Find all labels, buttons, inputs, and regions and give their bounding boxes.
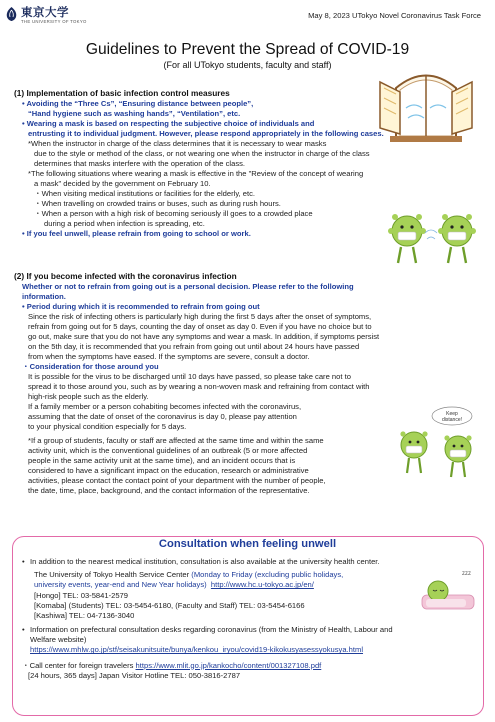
zzz-text: zzz (462, 571, 471, 577)
consideration-text: high-risk people such as the elderly. (28, 392, 149, 402)
outbreak-note: the date, time, place, background, and the contact information of the representative. (28, 486, 310, 496)
bullet-three-cs: • Avoiding the “Three Cs”, “Ensuring distance between people”, (22, 98, 254, 108)
outbreak-note: considered to have a significant impact on the education, research or administrative (28, 466, 309, 476)
bullet-consideration: ・Consideration for those around you (22, 362, 159, 372)
foreign-travelers-link[interactable]: https://www.mlit.go.jp/kankocho/content/001327108.pdf (135, 660, 322, 670)
refrain-period-text: refrain from going out for 5 days, counting the day of onset as day 0. Even if you have no choice but to (28, 322, 372, 331)
section-2-intro: Whether or not to refrain from going out is a personal decision. Please refer to the following (22, 281, 354, 291)
page-title: Guidelines to Prevent the Spread of COVID-19 (85, 41, 410, 58)
visitor-hotline: [24 hours, 365 days] Japan Visitor Hotline TEL: 050-3816-2787 (28, 670, 241, 680)
consult-bullet-health-center: • In addition to the nearest medical institution, consultation is also available at the university health center. (22, 557, 472, 567)
section-basic-measures (14, 88, 414, 239)
mhlw-link[interactable]: https://www.mhlw.go.jp/stf/seisakunitsuite/bunya/kenkou_iryou/covid19-kikokusyasessyokusya.html (30, 645, 364, 655)
foreign-travelers-label: ・Call center for foreign travelers (22, 660, 136, 670)
section-1-heading: (1) Implementation of basic infection control measures (14, 88, 230, 98)
mask-case-text: *When the instructor in charge of the class determines that it is necessary to wear masks (28, 139, 327, 148)
keep-distance-text-1: Keep (446, 411, 458, 417)
outbreak-note: people in the same activity unit at the same time), and an incident occurs that is (28, 456, 296, 466)
mask-characters-illustration (381, 203, 481, 273)
tel-komaba: [Komaba] (Students) TEL: 03-5454-6180, (Faculty and Staff) TEL: 03-5454-6166 (34, 600, 305, 610)
health-center-link[interactable]: http://www.hc.u-tokyo.ac.jp/en/ (210, 580, 314, 590)
bullet-three-cs-cont: “Hand hygiene such as washing hands”, “Ventilation”, etc. (28, 108, 241, 118)
bullet-mask-cont: entrusting it to individual judgment. However, please respond appropriately in the following cases. (28, 128, 384, 138)
consideration-text: If a family member or a person cohabiting becomes infected with the coronavirus, (28, 402, 302, 412)
consult-bullet-prefectural-cont: Welfare website) (30, 635, 87, 645)
consultation-title: Consultation when feeling unwell (158, 538, 337, 550)
consideration-text: assuming that the date of onset of the coronavirus is day 0, please pay attention (28, 412, 297, 422)
keep-distance-illustration (392, 405, 482, 485)
mask-case-text: determines that masks interfere with the operation of the class. (34, 159, 246, 169)
university-logo (5, 5, 85, 27)
tel-kashiwa: [Kashiwa] TEL: 04-7136-3040 (34, 610, 135, 620)
bullet-feel-unwell: • If you feel unwell, please refrain from going to school or work. (22, 229, 251, 239)
outbreak-note: *If a group of students, faculty or staff are affected at the same time and within the same (28, 436, 324, 446)
mask-case-text: *The following situations where wearing a mask is effective in the "Review of the concept of wearing (28, 169, 364, 179)
bullet-mask: • Wearing a mask is based on respecting the subjective choice of individuals and (22, 118, 315, 128)
refrain-period-text: from when the symptoms have eased. If the symptoms are severe, consult a doctor. (28, 352, 310, 362)
refrain-period-text: on the 5th day, it is recommended that you refrain from going out until about 24 hours have passed (28, 342, 360, 352)
consideration-text: to your physical condition especially for 5 days. (28, 422, 187, 432)
bullet-refrain-period: • Period during which it is recommended to refrain from going out (22, 301, 260, 311)
mask-case-text: a mask" decided by the government on February 10. (34, 179, 211, 189)
consultation-body (22, 557, 472, 681)
logo-english-text: THE UNIVERSITY OF TOKYO (21, 19, 87, 24)
health-center-hours-cont: university events, year-end and New Year holidays) (34, 580, 207, 590)
refrain-period-text: go out, make sure that you do not have any symptoms and wear a mask. In addition, if symptoms persist (28, 332, 380, 342)
mask-situation-item: ・When visiting medical institutions or facilities for the elderly, etc. (34, 189, 256, 199)
tel-hongo: [Hongo] TEL: 03-5841-2579 (34, 590, 129, 600)
outbreak-note: activities, please contact the contact point of your department with the number of people, (28, 476, 326, 486)
mask-situation-item: during a period when infection is spreading, etc. (44, 219, 205, 229)
university-crest-icon (5, 6, 18, 22)
health-center-hours: (Monday to Friday (excluding public holidays, (191, 570, 344, 580)
consideration-text: spread it to those around you, such as by wearing a non-woven mask and refraining from contact with (28, 382, 370, 392)
refrain-period-text: Since the risk of infecting others is particularly high during the first 5 days after the onset of symptoms, (28, 311, 372, 321)
mask-situation-item: ・When travelling on crowded trains or buses, such as during rush hours. (34, 199, 281, 209)
logo-japanese-text: 東京大学 (21, 5, 69, 19)
mask-case-text: due to the style or method of the class, or not wearing one when the instructor in charge of the class (34, 149, 370, 159)
outbreak-note: activity unit, which is the conventional guidelines of an outbreak (5 or more affected (28, 446, 308, 456)
section-2-heading: (2) If you become infected with the coronavirus infection (14, 271, 237, 281)
consult-bullet-prefectural: • Information on prefectural consultation desks regarding coronavirus (from the Ministry of Health, Labour and (22, 625, 472, 635)
date-and-task-force: May 8, 2023 UTokyo Novel Coronavirus Task Force (308, 11, 481, 20)
keep-distance-text-2: distance! (441, 417, 463, 423)
mask-situation-item: ・When a person with a high risk of becoming seriously ill goes to a crowded place (34, 209, 313, 219)
health-center-name: The University of Tokyo Health Service Center (34, 570, 192, 580)
consideration-text: It is possible for the virus to be discharged until 10 days have passed, so please take care not to (28, 372, 351, 382)
health-center-block (22, 570, 472, 621)
section-2-intro-cont: information. (22, 291, 66, 301)
page-subtitle: (For all UTokyo students, faculty and staff) (163, 60, 332, 70)
